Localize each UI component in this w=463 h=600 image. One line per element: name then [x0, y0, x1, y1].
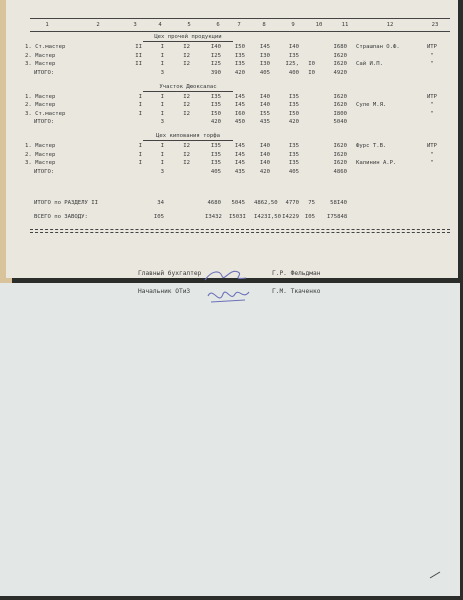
header-col-8: 8 [262, 22, 266, 28]
grand-c7: I503I [229, 214, 246, 220]
cell-c9: I50 [288, 110, 299, 117]
cell-c5: I2 [183, 160, 190, 166]
header-col-9: 9 [291, 22, 295, 28]
total-c7: 435 [234, 168, 245, 175]
cell-c7: I45 [234, 151, 245, 158]
cell-c4: I [160, 52, 164, 59]
header-col-3: 3 [133, 22, 137, 28]
cell-c9: I35 [288, 160, 299, 166]
header-col-7: 7 [237, 22, 241, 28]
row-category: " [430, 160, 434, 166]
cell-c5: I2 [183, 93, 190, 100]
cell-c5: I2 [183, 151, 190, 158]
row-category: " [430, 110, 434, 117]
cell-c5: I2 [183, 44, 190, 50]
cell-c9: I35 [288, 93, 299, 100]
cell-c6: I25 [210, 61, 221, 67]
cell-c3: II [135, 44, 142, 50]
cell-c3: I [138, 102, 142, 108]
row-category: ИТР [426, 93, 438, 100]
grand-c9: I4229 [282, 214, 299, 220]
signature-name: Г.М. Ткаченко [272, 288, 321, 295]
header-col-12: 12 [386, 22, 394, 28]
row-position: 1. Мастер [25, 143, 56, 149]
total-c11: 5040 [333, 119, 347, 125]
row-position: 2. Мастер [25, 102, 56, 108]
signature-role: Начальник ОТиЗ [138, 288, 191, 295]
total-c6: 420 [210, 119, 221, 125]
cell-c3: I [138, 151, 142, 158]
header-col-2: 2 [96, 22, 100, 28]
cell-c3: II [135, 61, 142, 67]
total-c4: 3 [160, 168, 164, 175]
cell-c11: I620 [333, 61, 347, 67]
total-label: ИТОГО: [34, 119, 55, 125]
cell-c4: I [160, 160, 164, 166]
header-col-5: 5 [187, 22, 191, 28]
cell-c7: I35 [234, 61, 245, 67]
cell-c8: I40 [259, 102, 270, 108]
row-position: 2. Мастер [25, 151, 56, 158]
cell-c8: I45 [259, 44, 270, 50]
row-category: " [430, 52, 434, 59]
cell-c7: I50 [234, 44, 245, 50]
cell-c9: I35 [288, 143, 299, 149]
cell-c6: I40 [210, 44, 221, 50]
total-c9: 420 [288, 119, 299, 125]
final-rule-2 [30, 232, 450, 233]
grand-total-label: ИТОГО по РАЗДЕЛУ II [34, 200, 98, 206]
grand-c8: I423I,50 [254, 214, 281, 220]
header-col-11: 11 [341, 22, 349, 28]
header-col-1: 1 [45, 22, 49, 28]
grand-c10: 75 [308, 200, 315, 206]
section-title-underline [143, 91, 233, 92]
row-person-name: Калинин А.Р. [356, 160, 397, 166]
cell-c5: I2 [183, 52, 190, 59]
row-position: 3. Ст.мастер [25, 110, 66, 117]
cell-c4: I [160, 110, 164, 117]
row-person-name: Фурс Т.В. [356, 143, 387, 149]
cell-c11: I620 [333, 93, 347, 100]
row-position: 3. Мастер [25, 61, 56, 67]
grand-c8: 4862,50 [254, 200, 278, 206]
grand-c9: 4770 [285, 200, 299, 206]
section-title: Цех кипования торфа [156, 133, 220, 139]
cell-c6: I25 [210, 52, 221, 59]
header-col-4: 4 [158, 22, 162, 28]
cell-c11: I800 [333, 110, 347, 117]
cell-c6: I35 [210, 143, 221, 149]
final-rule-1 [30, 229, 450, 230]
cell-c6: I35 [210, 102, 221, 108]
cell-c9: I35 [288, 151, 299, 158]
grand-total-label: ВСЕГО по ЗАВОДУ: [34, 214, 88, 220]
cell-c3: II [135, 52, 142, 59]
row-person-name: Страшпан О.Ф. [356, 44, 400, 50]
cell-c8: I40 [259, 93, 270, 100]
cell-c11: I620 [333, 143, 347, 149]
grand-c6: 4680 [207, 200, 221, 206]
cell-c4: I [160, 44, 164, 50]
grand-c11: 58I40 [330, 200, 347, 206]
cell-c3: I [138, 93, 142, 100]
total-c11: 4860 [333, 168, 347, 175]
section-title: Участок Дюоксалас [159, 83, 217, 90]
cell-c9: I40 [288, 44, 299, 50]
grand-c6: I3432 [205, 214, 222, 220]
cell-c10: I0 [308, 61, 315, 67]
cell-c7: I45 [234, 93, 245, 100]
header-bottom-rule [30, 31, 450, 32]
section-title-underline [143, 140, 233, 141]
grand-c4: I05 [153, 214, 164, 220]
signature-name: Г.Р. Фельдман [272, 270, 321, 277]
cell-c9: I35 [288, 52, 299, 59]
cell-c11: I620 [333, 52, 347, 59]
cell-c6: I35 [210, 93, 221, 100]
section-title-underline [143, 41, 233, 42]
row-category: ИТР [426, 44, 438, 50]
cell-c4: I [160, 93, 164, 100]
signature-scribble-1 [200, 266, 250, 286]
signature-role: Главный бухгалтер [138, 270, 202, 277]
total-c8: 420 [259, 168, 270, 175]
cell-c5: I2 [183, 143, 190, 149]
header-col-10: 10 [315, 22, 323, 28]
row-position: 1. Ст.мастер [25, 44, 66, 50]
cell-c8: I30 [259, 61, 270, 67]
total-c4: 3 [160, 119, 164, 125]
row-position: 3. Мастер [25, 160, 56, 166]
cell-c6: I50 [210, 110, 221, 117]
cell-c11: I680 [333, 44, 347, 50]
total-c8: 405 [259, 69, 270, 76]
signature-scribble-2 [205, 284, 255, 308]
cell-c8: I30 [259, 52, 270, 59]
cell-c3: I [138, 160, 142, 166]
row-category: ИТР [426, 143, 438, 149]
cell-c7: I45 [234, 143, 245, 149]
cell-c4: I [160, 143, 164, 149]
cell-c11: I620 [333, 160, 347, 166]
total-c10: I0 [308, 69, 315, 76]
total-label: ИТОГО: [34, 69, 55, 76]
total-c9: 400 [288, 69, 299, 76]
grand-c10: I05 [304, 214, 315, 220]
row-position: 1. Мастер [25, 93, 56, 100]
row-category: " [430, 151, 434, 158]
cell-c4: I [160, 61, 164, 67]
cell-c9: I35 [288, 102, 299, 108]
cell-c6: I35 [210, 151, 221, 158]
total-c6: 390 [210, 69, 221, 76]
cell-c7: I45 [234, 160, 245, 166]
grand-c4: 34 [157, 200, 164, 206]
total-c7: 420 [234, 69, 245, 76]
grand-c11: I75848 [327, 214, 348, 220]
total-c8: 435 [259, 119, 270, 125]
total-c7: 450 [234, 119, 245, 125]
document-page-lower [0, 283, 460, 596]
total-label: ИТОГО: [34, 168, 55, 175]
pen-mark [428, 570, 442, 580]
total-c4: 3 [160, 69, 164, 76]
total-c6: 405 [210, 168, 221, 175]
cell-c5: I2 [183, 61, 190, 67]
cell-c5: I2 [183, 102, 190, 108]
total-c9: 405 [288, 168, 299, 175]
cell-c4: I [160, 151, 164, 158]
cell-c8: I40 [259, 151, 270, 158]
row-person-name: Сулe М.Я. [356, 102, 387, 108]
cell-c11: I620 [333, 151, 347, 158]
row-category: " [430, 102, 434, 108]
cell-c11: I620 [333, 102, 347, 108]
row-position: 2. Мастер [25, 52, 56, 59]
total-c11: 4920 [333, 69, 347, 76]
cell-c3: I [138, 143, 142, 149]
cell-c7: I45 [234, 102, 245, 108]
row-person-name: Сай И.П. [356, 61, 383, 67]
section-title: Цех прочей продукции [154, 34, 222, 40]
cell-c7: I35 [234, 52, 245, 59]
cell-c3: I [138, 110, 142, 117]
cell-c6: I35 [210, 160, 221, 166]
cell-c8: I40 [259, 160, 270, 166]
cell-c7: I60 [234, 110, 245, 117]
header-top-rule [30, 18, 450, 19]
cell-c8: I40 [259, 143, 270, 149]
row-category: " [430, 61, 434, 67]
cell-c9: I25, [285, 61, 299, 67]
cell-c4: I [160, 102, 164, 108]
header-col-6: 6 [216, 22, 220, 28]
header-col-13: 23 [431, 22, 439, 28]
cell-c5: I2 [183, 110, 190, 117]
cell-c8: I55 [259, 110, 270, 117]
grand-c7: 5045 [231, 200, 245, 206]
